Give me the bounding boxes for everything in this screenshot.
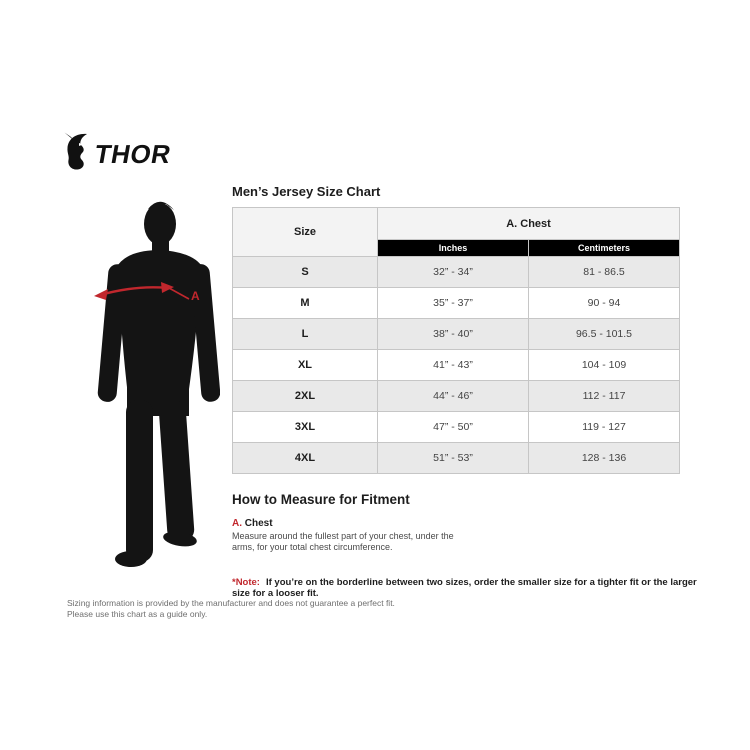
- male-silhouette-figure: [70, 200, 220, 570]
- measure-section-heading: How to Measure for Fitment: [232, 492, 410, 507]
- inches-cell: 32” - 34”: [378, 257, 529, 288]
- col-header-size: Size: [233, 208, 378, 257]
- inches-cell: 35” - 37”: [378, 288, 529, 319]
- cm-cell: 112 - 117: [529, 381, 680, 412]
- inches-cell: 44” - 46”: [378, 381, 529, 412]
- table-row-s: [233, 257, 680, 288]
- table-row-3xl: [233, 412, 680, 443]
- col-header-centimeters: Centimeters: [529, 240, 680, 257]
- male-silhouette-graphic: [70, 200, 220, 570]
- note-text: If you’re on the borderline between two sizes, order the smaller size for a tighter fit or the larger size for a looser fit.: [232, 577, 697, 599]
- size-cell: S: [233, 257, 378, 288]
- cm-cell: 96.5 - 101.5: [529, 319, 680, 350]
- inches-cell: 47” - 50”: [378, 412, 529, 443]
- thor-head-icon: [65, 133, 88, 170]
- table-row-m: [233, 288, 680, 319]
- size-cell: L: [233, 319, 378, 350]
- cm-cell: 104 - 109: [529, 350, 680, 381]
- page-title: Men’s Jersey Size Chart: [232, 184, 381, 199]
- size-cell: 3XL: [233, 412, 378, 443]
- sizing-note: [232, 577, 702, 599]
- size-chart-table: [232, 207, 680, 474]
- thor-logo: [64, 132, 194, 172]
- inches-cell: 51” - 53”: [378, 443, 529, 474]
- size-cell: M: [233, 288, 378, 319]
- size-cell: 2XL: [233, 381, 378, 412]
- disclaimer-line-1: Sizing information is provided by the manufacturer and does not guarantee a perfect fit.: [67, 598, 395, 608]
- table-row-2xl: [233, 381, 680, 412]
- chest-arrow-label: A: [191, 289, 200, 303]
- cm-cell: 81 - 86.5: [529, 257, 680, 288]
- disclaimer-text: [67, 598, 395, 620]
- table-row-l: [233, 319, 680, 350]
- disclaimer-line-2: Please use this chart as a guide only.: [67, 609, 208, 619]
- inches-cell: 41” - 43”: [378, 350, 529, 381]
- measure-item-letter: A.: [232, 518, 242, 529]
- measure-item-description: Measure around the fullest part of your chest, under the arms, for your total chest circumference.: [232, 531, 454, 552]
- cm-cell: 119 - 127: [529, 412, 680, 443]
- note-label: *Note:: [232, 577, 260, 588]
- size-cell: XL: [233, 350, 378, 381]
- size-cell: 4XL: [233, 443, 378, 474]
- table-row-4xl: [233, 443, 680, 474]
- col-header-chest: A. Chest: [378, 208, 680, 240]
- svg-text:THOR: THOR: [92, 139, 174, 169]
- measure-item-chest: [232, 518, 273, 529]
- col-header-inches: Inches: [378, 240, 529, 257]
- thor-wordmark: [92, 139, 173, 169]
- cm-cell: 128 - 136: [529, 443, 680, 474]
- table-row-xl: [233, 350, 680, 381]
- cm-cell: 90 - 94: [529, 288, 680, 319]
- measure-item-name: Chest: [244, 518, 273, 529]
- thor-logo-graphic: [64, 132, 194, 172]
- inches-cell: 38” - 40”: [378, 319, 529, 350]
